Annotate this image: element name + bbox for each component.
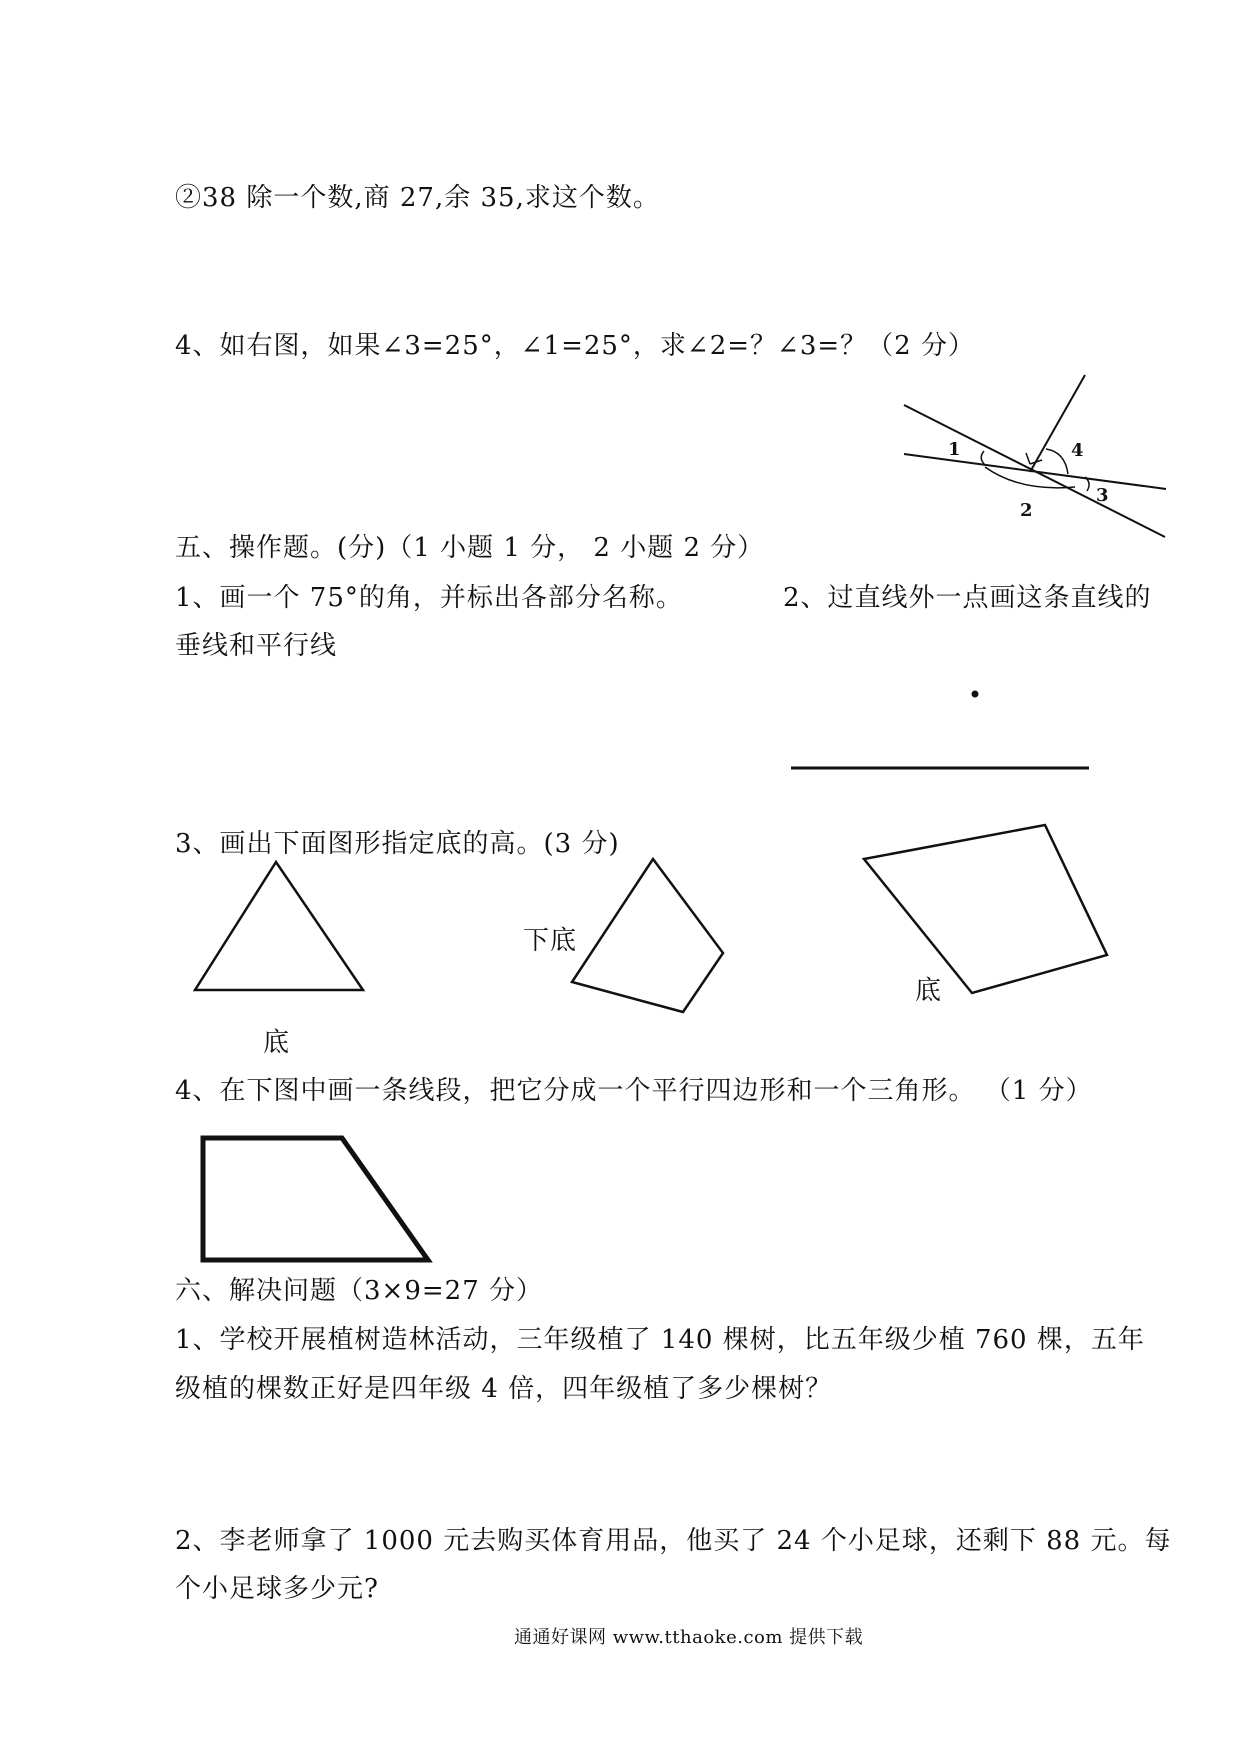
section-6-question-1-line-1: 1、学校开展植树造林活动，三年级植了 140 棵树，比五年级少植 760 棵，五年	[175, 1325, 1145, 1355]
section-5-question-2-line-1: 2、过直线外一点画这条直线的	[783, 583, 1152, 613]
parallelogram-base-label: 底	[915, 976, 943, 1006]
section-6-title: 六、解决问题（3×9=27 分）	[175, 1276, 544, 1306]
angle-3-label: 3	[1096, 485, 1109, 506]
section-5-question-3: 3、画出下面图形指定底的高。(3 分)	[175, 829, 620, 859]
section-5-question-2-line-2: 垂线和平行线	[175, 631, 338, 661]
triangle-base-label: 底	[263, 1028, 291, 1058]
question-4: 4、如右图，如果∠3=25°，∠1=25°，求∠2=？∠3=？（2 分）	[175, 331, 975, 361]
section-6-question-2-line-1: 2、李老师拿了 1000 元去购买体育用品，他买了 24 个小足球，还剩下 88 元。每	[175, 1526, 1172, 1556]
section-5-question-4: 4、在下图中画一条线段，把它分成一个平行四边形和一个三角形。 （1 分）	[175, 1076, 1093, 1106]
angle-1-label: 1	[948, 439, 961, 460]
angle-4-label: 4	[1071, 440, 1084, 461]
trapezoid-shape	[203, 1138, 428, 1260]
footer-watermark: 通通好课网 www.tthaoke.com 提供下载	[514, 1627, 864, 1648]
section-5-question-1: 1、画一个 75°的角，并标出各部分名称。	[175, 583, 683, 613]
angle-2-label: 2	[1020, 500, 1033, 521]
quadrilateral-lower-base-label: 下底	[523, 926, 578, 956]
section-6-question-1-line-2: 级植的棵数正好是四年级 4 倍，四年级植了多少棵树？	[175, 1374, 833, 1404]
section-5-title: 五、操作题。(分)（1 小题 1 分， 2 小题 2 分）	[175, 533, 765, 563]
section-6-question-2-line-2: 个小足球多少元?	[175, 1574, 379, 1604]
question-3-2: ②38 除一个数,商 27,余 35,求这个数。	[175, 183, 660, 213]
